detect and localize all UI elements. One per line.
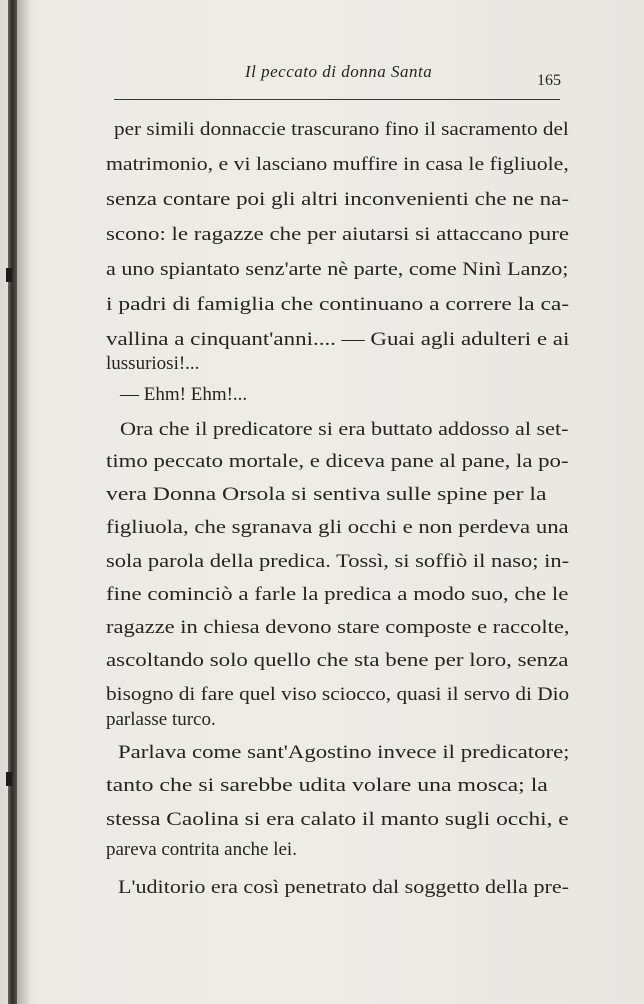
text-line: — Ehm! Ehm!... <box>120 384 248 405</box>
text-line: i padri di famiglia che continuano a correre la ca- <box>106 294 570 315</box>
text-line: senza contare poi gli altri inconvenienti che ne na- <box>106 189 570 210</box>
binding-mark <box>6 268 12 282</box>
text-line: L'uditorio era così penetrato dal soggetto della pre- <box>118 877 570 898</box>
binding-mark <box>6 772 12 786</box>
running-title: Il peccato di donna Santa <box>245 62 433 81</box>
text-line: lussuriosi!... <box>106 353 200 374</box>
text-line: scono: le ragazze che per aiutarsi si attaccano pure <box>106 224 570 245</box>
text-line: ragazze in chiesa devono stare composte e raccolte, <box>106 617 570 638</box>
text-line: pareva contrita anche lei. <box>106 839 297 860</box>
text-line: fine cominciò a farle la predica a modo suo, che le <box>106 584 569 605</box>
text-line: Parlava come sant'Agostino invece il predicatore; <box>118 742 570 763</box>
text-line: parlasse turco. <box>106 709 216 730</box>
header-rule <box>114 99 560 100</box>
text-line: stessa Caolina si era calato il manto sugli occhi, e <box>106 809 569 830</box>
binding-shadow <box>17 0 31 1004</box>
text-line: bisogno di fare quel viso sciocco, quasi il servo di Dio <box>106 684 570 705</box>
page-number: 165 <box>537 72 561 89</box>
text-line: sola parola della predica. Tossì, si soffiò il naso; in- <box>106 551 570 572</box>
text-line: tanto che si sarebbe udita volare una mosca; la <box>106 775 548 796</box>
text-line: Ora che il predicatore si era buttato addosso al set- <box>120 419 569 440</box>
text-line: timo peccato mortale, e diceva pane al pane, la po- <box>106 451 569 472</box>
text-line: per simili donnaccie trascurano fino il sacramento del <box>114 119 569 140</box>
text-line: figliuola, che sgranava gli occhi e non perdeva una <box>106 517 569 538</box>
text-line: vallina a cinquant'anni.... — Guai agli adulteri e ai <box>106 329 570 350</box>
text-line: ascoltando solo quello che sta bene per loro, senza <box>106 650 569 671</box>
text-line: vera Donna Orsola si sentiva sulle spine per la <box>106 484 547 505</box>
text-line: matrimonio, e vi lasciano muffire in casa le figliuole, <box>106 154 569 175</box>
text-line: a uno spiantato senz'arte nè parte, come Ninì Lanzo; <box>106 259 569 280</box>
page-binding-edge <box>8 0 17 1004</box>
